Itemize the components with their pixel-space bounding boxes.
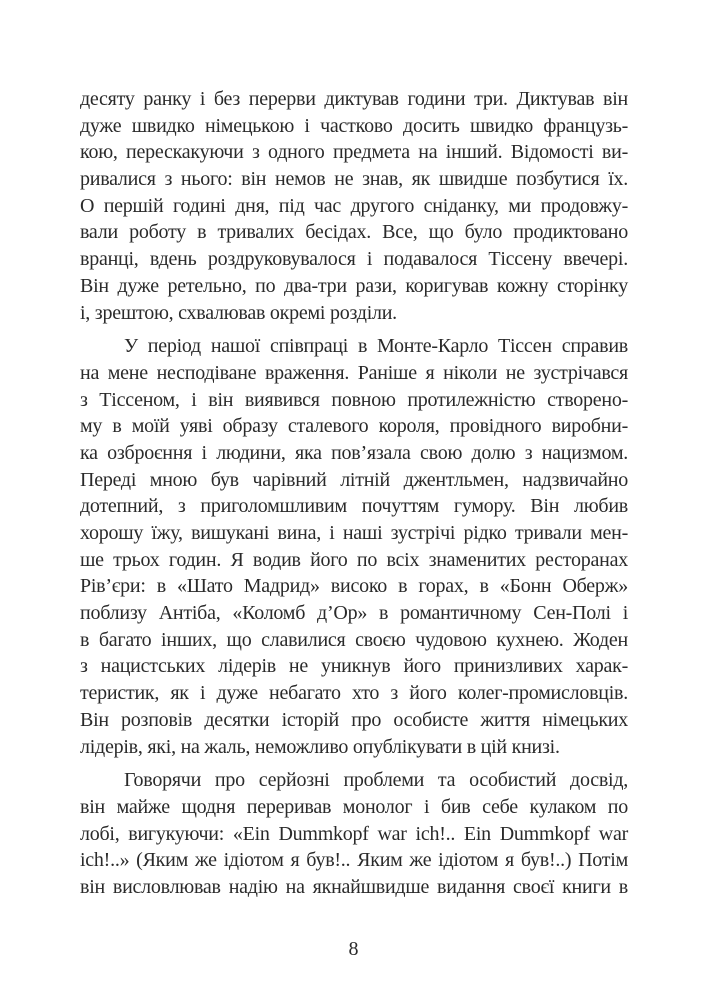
text-line: ривалися з нього: він немов не знав, як швидше позбутися їх.: [80, 168, 628, 191]
text-line: поблизу Антіба, «Коломб д’Ор» в романтичному Сен-Полі і: [80, 602, 628, 625]
paragraph: [80, 333, 628, 760]
text-line: О першій годині дня, під час другого сніданку, ми продовжу-: [80, 194, 628, 217]
text-line: ка озброєння і людини, яка пов’язала свою долю з нацизмом.: [80, 441, 628, 464]
text-line: він висловлював надію на якнайшвидше видання своєї книги в: [80, 875, 628, 898]
paragraph: [80, 86, 628, 326]
page-number: 8: [348, 938, 359, 960]
page-body: [80, 86, 628, 908]
text-line: кою, перескакуючи з одного предмета на інший. Відомості ви-: [80, 141, 628, 164]
text-line: Говорячи про серйозні проблеми та особистий досвід,: [124, 769, 628, 792]
text-line: ше трьох годин. Я водив його по всіх знаменитих ресторанах: [80, 548, 628, 571]
text-line: лобі, вигукуючи: «Ein Dummkopf war ich!.. Ein Dummkopf war: [80, 822, 628, 845]
text-line: з нацистських лідерів не уникнув його принизливих харак-: [80, 655, 628, 678]
text-line: на мене несподіване враження. Раніше я ніколи не зустрічався: [80, 361, 628, 384]
paragraph: [80, 767, 628, 900]
text-line: Рів’єри: в «Шато Мадрид» високо в горах, в «Бонн Оберж»: [80, 575, 628, 598]
text-line: він майже щодня переривав монолог і бив себе кулаком по: [80, 795, 628, 818]
text-line: Він дуже ретельно, по два-три рази, коригував кожну сторінку: [80, 274, 628, 297]
text-line: вранці, вдень роздруковувалося і подавалося Тіссену ввечері.: [80, 248, 628, 271]
text-line: дотепний, з приголомшливим почуттям гумору. Він любив: [80, 495, 628, 518]
text-line: Він розповів десятки історій про особисте життя німецьких: [80, 708, 628, 731]
text-line: ich!..» (Яким же ідіотом я був!.. Яким же ідіотом я був!..) Потім: [80, 849, 628, 872]
text-line: хорошу їжу, вишукані вина, і наші зустрічі рідко тривали мен-: [80, 522, 628, 544]
text-line: і, зрештою, схвалював окремі розділи.: [80, 301, 397, 324]
text-line: вали роботу в тривалих бесідах. Все, що було продиктовано: [80, 221, 628, 244]
text-line: теристик, як і дуже небагато хто з його колег-промисловців.: [80, 682, 628, 705]
text-line: з Тіссеном, і він виявився повною протилежністю створено-: [80, 388, 628, 411]
text-line: У період нашої співпраці в Монте-Карло Тіссен справив: [124, 335, 628, 358]
text-line: Переді мною був чарівний літній джентльмен, надзвичайно: [80, 468, 628, 491]
text-line: дуже швидко німецькою і частково досить швидко французь-: [80, 114, 628, 137]
text-line: в багато інших, що славилися своєю чудовою кухнею. Жоден: [80, 628, 628, 651]
text-line: десяту ранку і без перерви диктував години три. Диктував він: [80, 88, 628, 110]
text-line: лідерів, які, на жаль, неможливо опублікувати в цій книзі.: [80, 735, 560, 758]
text-line: му в моїй уяві образу сталевого короля, провідного виробни-: [80, 415, 628, 438]
